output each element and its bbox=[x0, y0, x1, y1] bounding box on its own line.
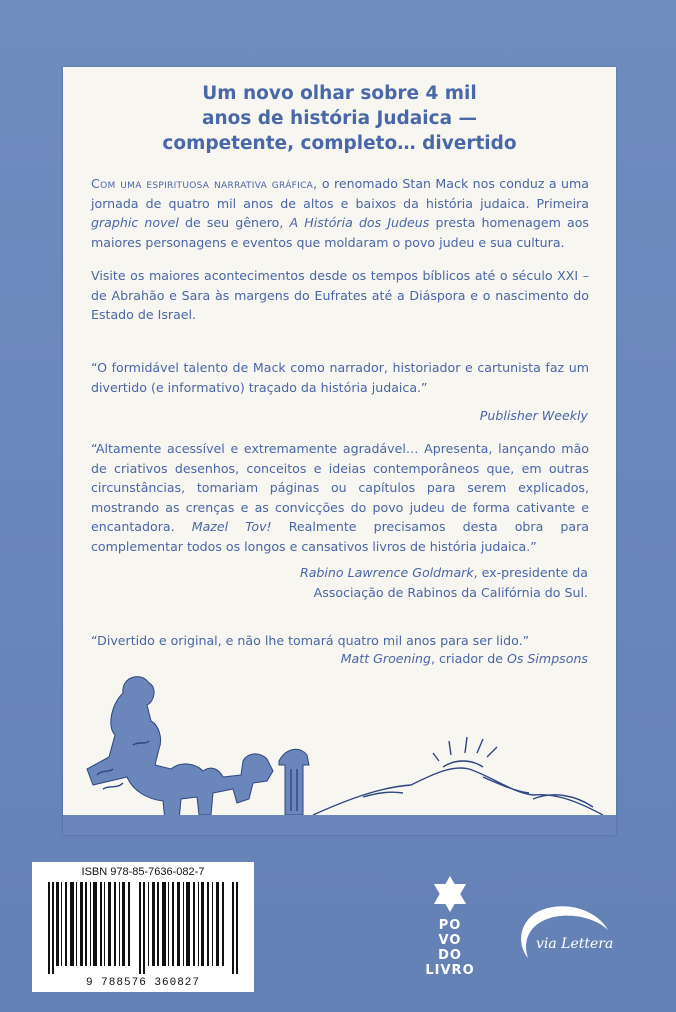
cartoon-landscape-illustration bbox=[63, 665, 616, 835]
headline bbox=[63, 81, 616, 156]
logo-text-line: DO bbox=[438, 948, 462, 963]
paragraph-text: de seu gênero, bbox=[178, 215, 290, 231]
povo-do-livro-logo bbox=[420, 874, 480, 984]
ground-band bbox=[63, 815, 616, 835]
swoosh-icon bbox=[514, 900, 614, 970]
publisher-name: via Lettera bbox=[536, 936, 614, 952]
headline-line-3: competente, completo… divertido bbox=[162, 133, 517, 154]
quote-3-work: Os Simpsons bbox=[506, 651, 588, 666]
paragraph-text: presta homenagem aos maiores personagens e eventos que moldaram o povo judeu e sua cultura. bbox=[91, 215, 589, 250]
book-title: A História dos Judeus bbox=[289, 215, 430, 231]
quote-2-role: , ex-presidente da bbox=[473, 565, 588, 580]
quote-2-attribution bbox=[300, 563, 588, 602]
paragraph-text: o renomado Stan Mack nos conduz a uma jornada de quatro mil anos de altos e baixos da história judaica. Primeira bbox=[91, 176, 589, 211]
isbn-label: ISBN 978-85-7636-082-7 bbox=[81, 866, 205, 878]
isbn-barcode bbox=[32, 862, 254, 992]
quote-italic: Mazel Tov! bbox=[191, 519, 272, 535]
headline-line-1: Um novo olhar sobre 4 mil bbox=[202, 83, 477, 104]
headline-line-2: anos de história Judaica — bbox=[201, 108, 478, 129]
description-paragraph-2: Visite os maiores acontecimentos desde os tempos bíblicos até o século XXI – de Abrahão e Sara às margens do Eufrates até a Diáspora e o nascimento do Estado de Israel. bbox=[91, 268, 589, 323]
quote-2-author: Rabino Lawrence Goldmark bbox=[299, 565, 474, 580]
quote-3-attribution bbox=[341, 651, 588, 666]
quote-2-role-line-2: Associação de Rabinos da Califórnia do Sul. bbox=[313, 584, 588, 600]
description-paragraph-1 bbox=[91, 174, 589, 252]
quote-1: “O formidável talento de Mack como narrador, historiador e cartunista faz um divertido (e informativo) traçado da história judaica.” bbox=[91, 360, 589, 395]
star-of-david-icon bbox=[430, 874, 470, 914]
barcode-digits: 9 788576 360827 bbox=[85, 977, 201, 989]
back-cover-panel bbox=[63, 67, 616, 835]
quote-1-source: Publisher Weekly bbox=[479, 408, 588, 423]
via-lettera-logo bbox=[514, 900, 614, 970]
quote-3-role: , criador de bbox=[431, 651, 507, 666]
quote-3-author: Matt Groening bbox=[340, 651, 431, 666]
logo-text-line: VO bbox=[438, 933, 462, 948]
quote-text: Realmente precisamos desta obra para complementar todos os longos e cansativos livros de história judaica.” bbox=[91, 519, 589, 554]
quote-3: “Divertido e original, e não lhe tomará quatro mil anos para ser lido.” bbox=[91, 633, 530, 648]
barcode-bars-icon bbox=[44, 882, 242, 974]
paragraph-lead: Com uma espirituosa narrativa gráfica, bbox=[91, 176, 318, 191]
logo-text-line: PO bbox=[438, 918, 462, 933]
quote-2 bbox=[91, 439, 589, 557]
logo-text-line: LIVRO bbox=[425, 963, 475, 978]
quote-text: “Altamente acessível e extremamente agradável… Apresenta, lançando mão de criativos desenhos, conceitos e ideias contemporâneos que, em outras circunstâncias, tomariam páginas ou capítulos para serem explicados, mostrando as crenças e as convicções do povo judeu de forma cativante e encantadora. bbox=[91, 441, 589, 535]
paragraph-italic: graphic novel bbox=[91, 215, 179, 231]
